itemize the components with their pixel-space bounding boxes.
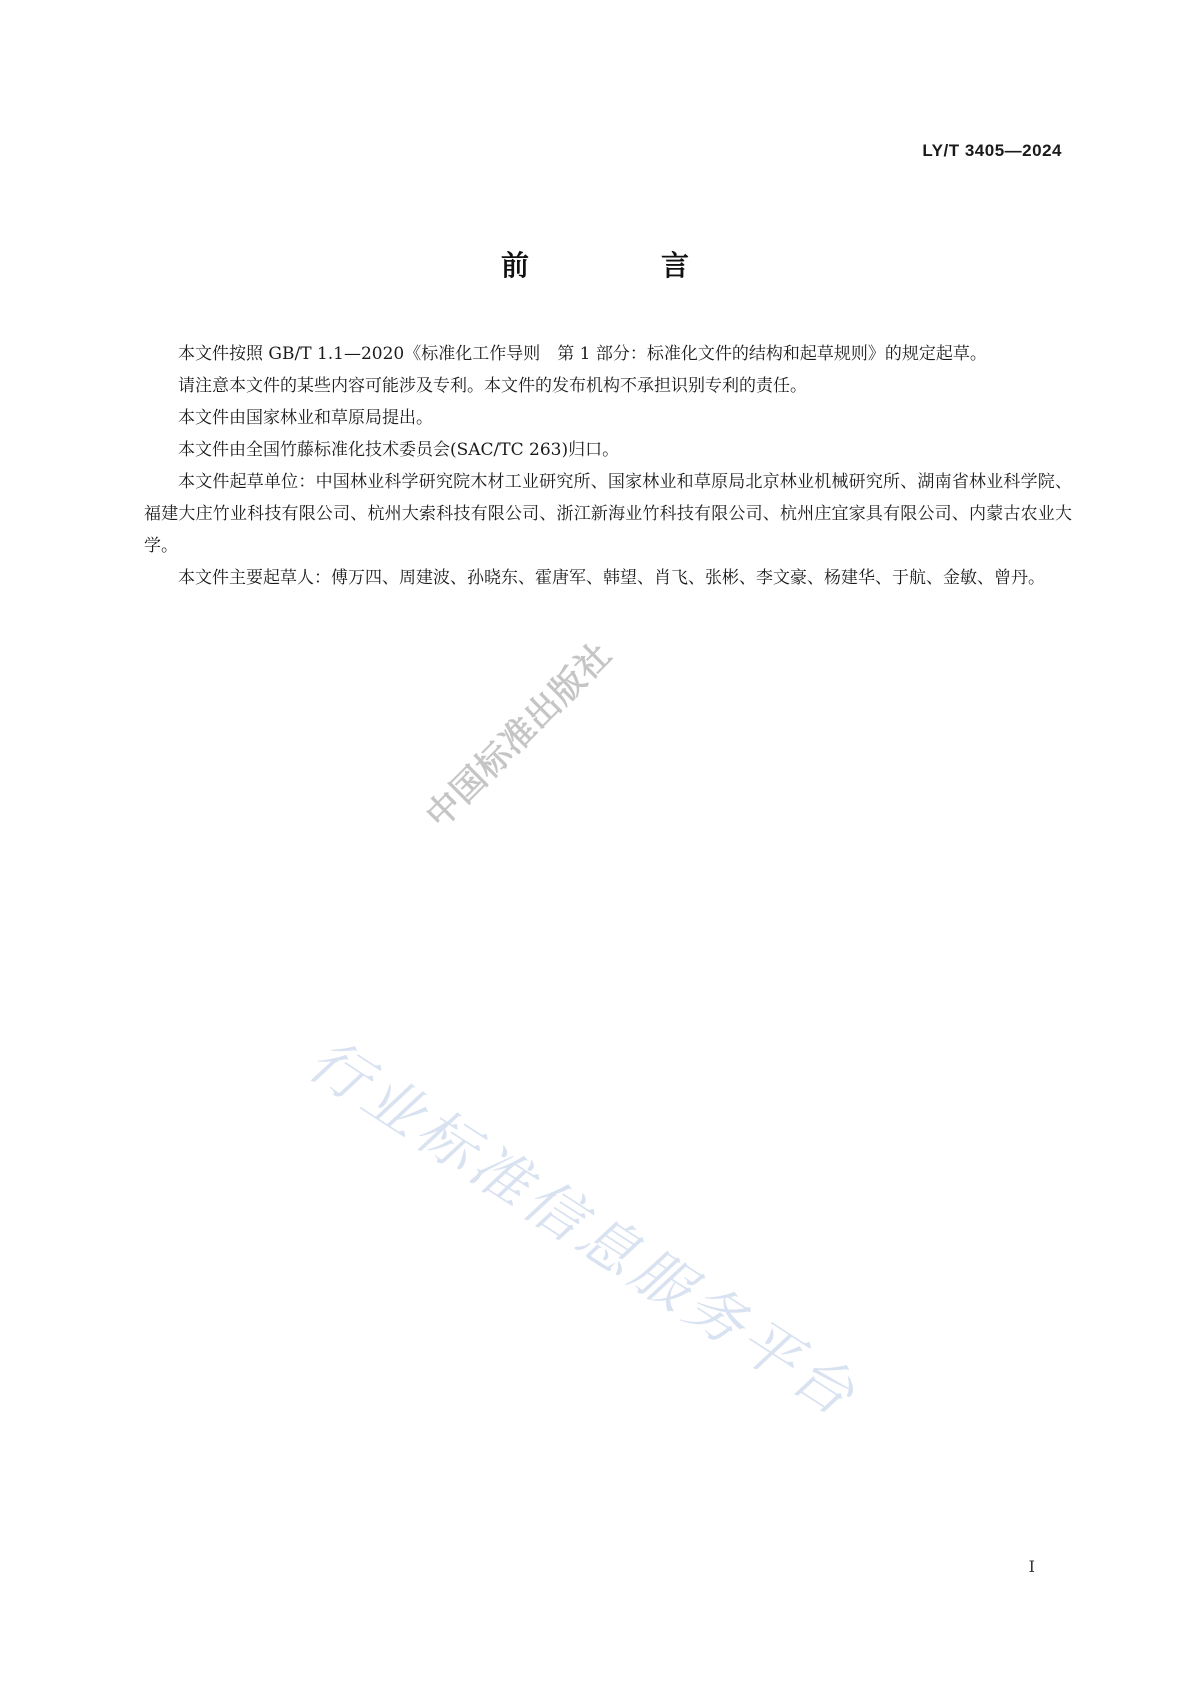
paragraph-technical-committee: 本文件由全国竹藤标准化技术委员会(SAC/TC 263)归口。 xyxy=(178,440,620,460)
standard-code: LY/T 3405—2024 xyxy=(922,141,1062,160)
paragraph-drafting-rules: 本文件按照 GB/T 1.1—2020《标准化工作导则 第 1 部分：标准化文件的结构和起草规则》的规定起草。 xyxy=(178,344,987,364)
paragraph-patent-notice: 请注意本文件的某些内容可能涉及专利。本文件的发布机构不承担识别专利的责任。 xyxy=(178,376,807,396)
page-number: Ⅰ xyxy=(1028,1557,1035,1576)
foreword-body xyxy=(144,338,1072,594)
paragraph-drafters: 本文件主要起草人：傅万四、周建波、孙晓东、霍唐军、韩望、肖飞、张彬、李文豪、杨建华、于航、金敏、曾丹。 xyxy=(178,568,1045,588)
paragraph-proposer: 本文件由国家林业和草原局提出。 xyxy=(178,408,433,428)
platform-watermark: 行业标准信息服务平台 xyxy=(296,1025,871,1432)
publisher-watermark: 中国标准出版社 xyxy=(418,634,620,837)
paragraph-drafting-units: 本文件起草单位：中国林业科学研究院木材工业研究所、国家林业和草原局北京林业机械研究所、湖南省林业科学院、福建大庄竹业科技有限公司、杭州大索科技有限公司、浙江新海业竹科技有限公司、杭州庄宜家具有限公司、内蒙古农业大学。 xyxy=(144,472,1072,556)
page-title: 前 言 xyxy=(500,249,741,282)
